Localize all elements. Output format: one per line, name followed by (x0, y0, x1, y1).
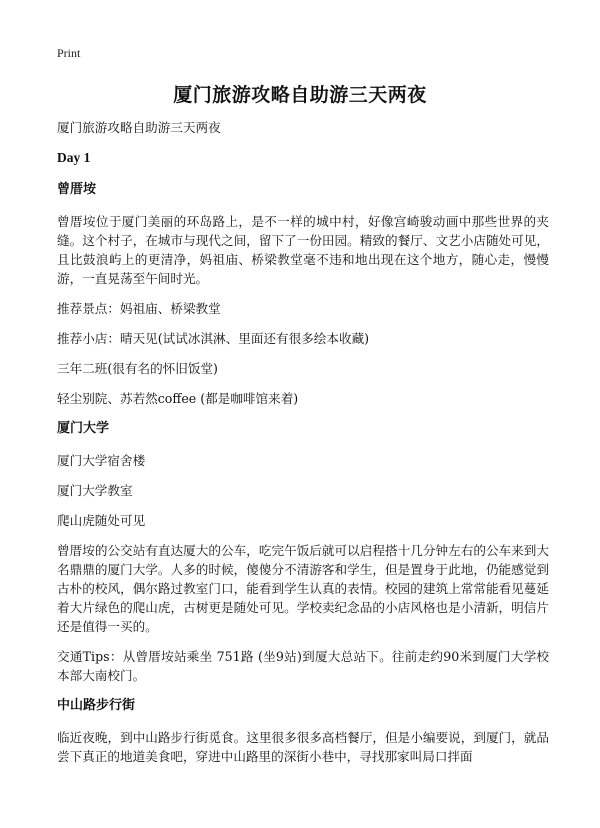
paragraph-zengcuoan-intro: 曾厝垵位于厦门美丽的环岛路上，是不一样的城中村，好像宫崎骏动画中那些世界的夹缝。这个村子，在城市与现代之间，留下了一份田园。精致的餐厅、文艺小店随处可见，且比鼓浪屿上的更清净，妈祖庙、桥梁教堂毫不违和地出现在这个地方，随心走，慢慢游，一直晃荡至午间时光。 (57, 214, 549, 286)
paragraph-dormitory: 厦门大学宿舍楼 (57, 453, 146, 468)
page-title: 厦门旅游攻略自助游三天两夜 (173, 84, 427, 106)
paragraph-transport-tips: 交通Tips：从曾厝垵站乘坐 751路 (坐9站)到厦大总站下。往前走约90米到厦门大学校本部大南校门。 (57, 649, 549, 683)
subtitle: 厦门旅游攻略自助游三天两夜 (57, 120, 221, 135)
section-heading-xiamen-university: 厦门大学 (57, 421, 110, 436)
paragraph-cafes: 轻尘别院、苏若然coffee (都是咖啡馆来着) (57, 391, 299, 406)
document-body (57, 118, 549, 777)
paragraph-university-description: 曾厝垵的公交站有直达厦大的公车，吃完午饭后就可以启程搭十几分钟左右的公车来到大名鼎鼎的厦门大学。人多的时候，傻傻分不清游客和学生，但是置身于此地，仍能感觉到古朴的校风，偶尔路过教室门口，能看到学生认真的表情。校园的建筑上常常能看见蔓延着大片绿色的爬山虎，古树更是随处可见。学校卖纪念品的小店风格也是小清新，明信片还是值得一买的。 (57, 543, 549, 634)
paragraph-classroom: 厦门大学教室 (57, 483, 133, 498)
paragraph-recommended-shops: 推荐小店：晴天见(试试冰淇淋、里面还有很多绘本收藏) (57, 331, 370, 346)
section-heading-zengcuoan: 曾厝垵 (57, 182, 97, 197)
paragraph-recommended-spots: 推荐景点：妈祖庙、桥梁教堂 (57, 301, 221, 316)
paragraph-zhongshan-description: 临近夜晚，到中山路步行街觅食。这里很多很多高档餐厅，但是小编要说，到厦门，就品尝下真正的地道美食吧，穿进中山路里的深街小巷中，寻找那家叫局口拌面 (57, 730, 549, 764)
paragraph-ivy: 爬山虎随处可见 (57, 513, 146, 528)
paragraph-class-restaurant: 三年二班(很有名的怀旧饭堂) (57, 361, 218, 376)
print-label[interactable]: Print (57, 46, 81, 60)
day-heading: Day 1 (57, 150, 91, 165)
section-heading-zhongshan-road: 中山路步行街 (57, 698, 136, 713)
